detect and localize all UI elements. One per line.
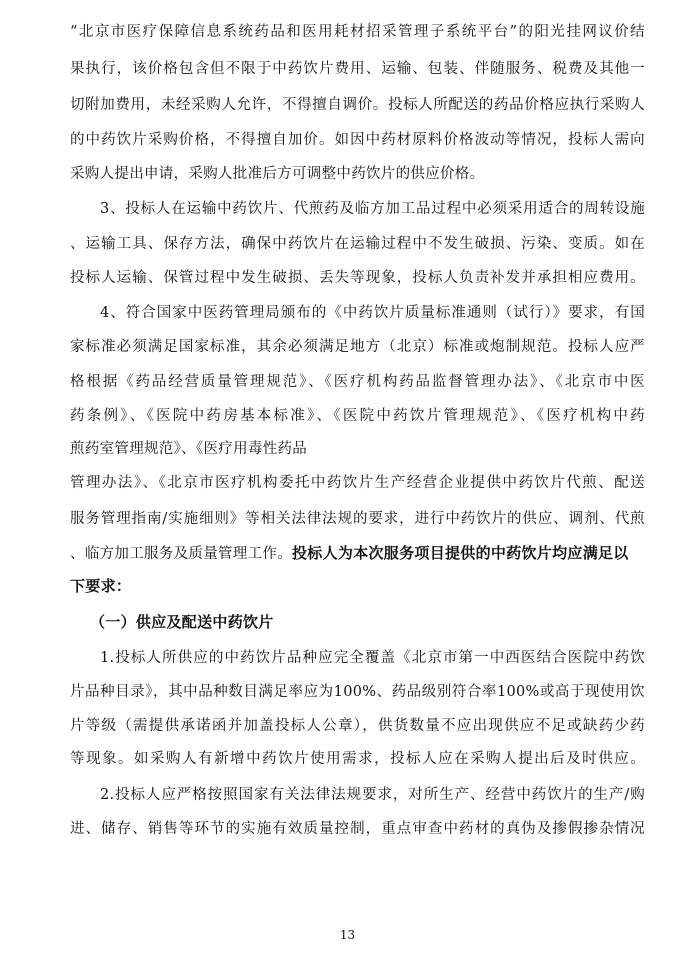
item-3-line: 3、投标人在运输中药饮片、代煎药及临方加工品过程中必须采用适合的周转设施 bbox=[100, 201, 645, 217]
item-4-line: 格根据《药品经营质量管理规范》、《医疗机构药品监督管理办法》、《北京市中医 bbox=[70, 374, 645, 390]
bold-requirement-text: 下要求： bbox=[70, 577, 132, 595]
section-heading: （一）供应及配送中药饮片 bbox=[90, 613, 274, 631]
item-4-line: 服务管理指南/实施细则》等相关法律法规的要求，进行中药饮片的供应、调剂、代煎 bbox=[70, 511, 645, 527]
item-4-line: 4、符合国家中医药管理局颁布的《中药饮片质量标准通则（试行）》要求，有国 bbox=[100, 305, 645, 321]
item-4-line: 管理办法》、《北京市医疗机构委托中药饮片生产经营企业提供中药饮片代煎、配送 bbox=[70, 475, 645, 491]
text-line: 采购人提出申请，采购人批准后方可调整中药饮片的供应价格。 bbox=[70, 166, 485, 182]
bold-requirement-text: 投标人为本次服务项目提供的中药饮片均应满足以 bbox=[292, 544, 629, 562]
item-3-line: 、运输工具、保存方法，确保中药饮片在运输过程中不发生破损、污染、变质。如在 bbox=[70, 236, 645, 252]
item-4-line-end: 、临方加工服务及质量管理工作。 bbox=[70, 546, 292, 562]
sub-item-1-line: 1.投标人所供应的中药饮片品种应完全覆盖《北京市第一中西医结合医院中药饮 bbox=[100, 650, 645, 666]
sub-item-1-line: 片等级（需提供承诺函并加盖投标人公章），供货数量不应出现供应不足或缺药少药 bbox=[70, 718, 645, 734]
sub-item-2-line: 进、储存、销售等环节的实施有效质量控制，重点审查中药材的真伪及掺假掺杂情况 bbox=[70, 821, 645, 837]
sub-item-1-line: 等现象。如采购人有新增中药饮片使用需求，投标人应在采购人提出后及时供应。 bbox=[70, 751, 645, 767]
text-line: 果执行，该价格包含但不限于中药饮片费用、运输、包装、伴随服务、税费及其他一 bbox=[70, 61, 645, 77]
text-line: “北京市医疗保障信息系统药品和医用耗材招采管理子系统平台”的阳光挂网议价结 bbox=[70, 24, 645, 40]
item-4-line: 家标准必须满足国家标准，其余必须满足地方（北京）标准或炮制规范。投标人应严 bbox=[70, 339, 645, 355]
item-4-mixed-line bbox=[70, 543, 645, 564]
item-3-line: 投标人运输、保管过程中发生破损、丢失等现象，投标人负责补发并承担相应费用。 bbox=[70, 270, 645, 286]
text-line: 的中药饮片采购价格，不得擅自加价。如因中药材原料价格波动等情况，投标人需向 bbox=[70, 132, 645, 148]
page-number: 13 bbox=[339, 928, 356, 942]
sub-item-1-line: 片品种目录》，其中品种数目满足率应为100%、药品级别符合率100%或高于现使用饮 bbox=[70, 684, 645, 700]
text-line: 切附加费用，未经采购人允许，不得擅自调价。投标人所配送的药品价格应执行采购人 bbox=[70, 97, 645, 113]
item-4-line: 煎药室管理规范》、《医疗用毒性药品 bbox=[70, 441, 308, 457]
sub-item-2-line: 2.投标人应严格按照国家有关法律法规要求，对所生产、经营中药饮片的生产/购 bbox=[100, 787, 645, 803]
item-4-line: 药条例》、《医院中药房基本标准》、《医院中药饮片管理规范》、《医疗机构中药 bbox=[70, 408, 645, 424]
